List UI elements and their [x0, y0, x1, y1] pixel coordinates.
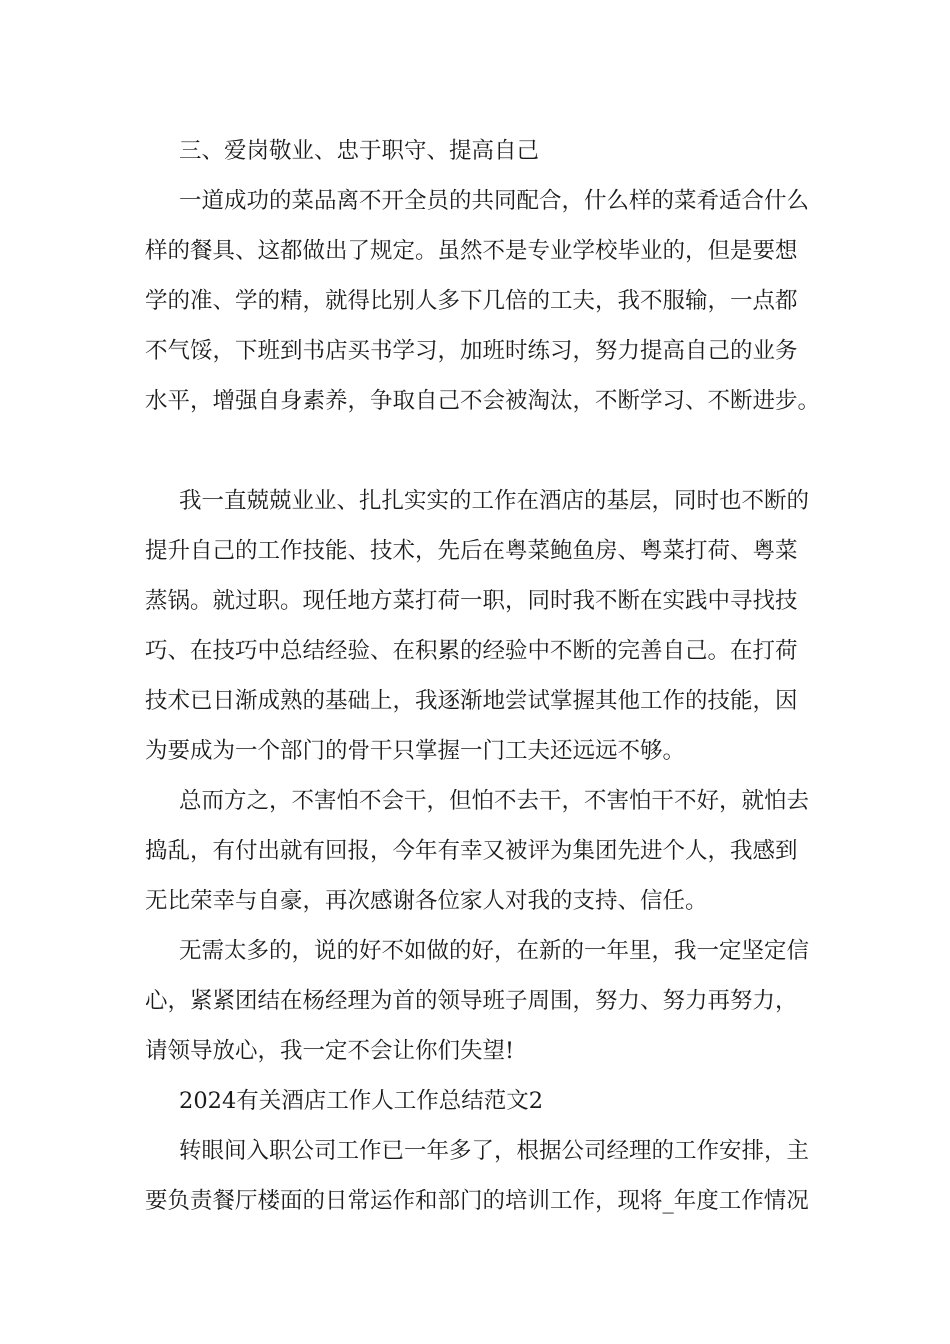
paragraph-line: 水平，增强自身素养，争取自己不会被淘汰，不断学习、不断进步。	[145, 388, 821, 414]
document-body	[145, 126, 825, 1226]
paragraph-line: 一道成功的菜品离不开全员的共同配合，什么样的菜肴适合什么	[179, 188, 810, 214]
paragraph-line: 无需太多的，说的好不如做的好，在新的一年里，我一定坚定信	[179, 938, 810, 964]
paragraph-line: 请领导放心，我一定不会让你们失望!	[145, 1038, 515, 1064]
paragraph-line: 蒸锅。就过职。现任地方菜打荷一职，同时我不断在实践中寻找技	[145, 588, 798, 614]
paragraph-line: 总而方之，不害怕不会干，但怕不去干，不害怕干不好，就怕去	[179, 788, 810, 814]
paragraph-line: 巧、在技巧中总结经验、在积累的经验中不断的完善自己。在打荷	[145, 638, 798, 664]
paragraph-3	[145, 776, 825, 926]
paragraph-line: 不气馁，下班到书店买书学习，加班时练习，努力提高自己的业务	[145, 338, 798, 364]
paragraph-line: 转眼间入职公司工作已一年多了，根据公司经理的工作安排，主	[179, 1138, 810, 1164]
section-heading: 三、爱岗敬业、忠于职守、提高自己	[179, 138, 540, 164]
paragraph-line: 捣乱，有付出就有回报，今年有幸又被评为集团先进个人，我感到	[145, 838, 798, 864]
paragraph-line: 为要成为一个部门的骨干只掌握一门工夫还远远不够。	[145, 738, 686, 764]
paragraph-5	[145, 1126, 825, 1226]
paragraph-1	[145, 176, 825, 426]
paragraph-line: 无比荣幸与自豪，再次感谢各位家人对我的支持、信任。	[145, 888, 708, 914]
paragraph-line: 心，紧紧团结在杨经理为首的领导班子周围，努力、努力再努力，	[145, 988, 798, 1014]
paragraph-4	[145, 926, 825, 1076]
paragraph-line: 样的餐具、这都做出了规定。虽然不是专业学校毕业的，但是要想	[145, 238, 798, 264]
paragraph-line: 提升自己的工作技能、技术，先后在粤菜鲍鱼房、粤菜打荷、粤菜	[145, 538, 798, 564]
article-title: 2024有关酒店工作人工作总结范文2	[179, 1088, 544, 1114]
paragraph-line: 学的准、学的精，就得比别人多下几倍的工夫，我不服输，一点都	[145, 288, 798, 314]
paragraph-line: 技术已日渐成熟的基础上，我逐渐地尝试掌握其他工作的技能，因	[145, 688, 798, 714]
paragraph-line: 要负责餐厅楼面的日常运作和部门的培训工作，现将_年度工作情况	[145, 1188, 809, 1214]
paragraph-line: 我一直兢兢业业、扎扎实实的工作在酒店的基层，同时也不断的	[179, 488, 810, 514]
paragraph-2	[145, 476, 825, 776]
blank-line	[145, 426, 825, 476]
